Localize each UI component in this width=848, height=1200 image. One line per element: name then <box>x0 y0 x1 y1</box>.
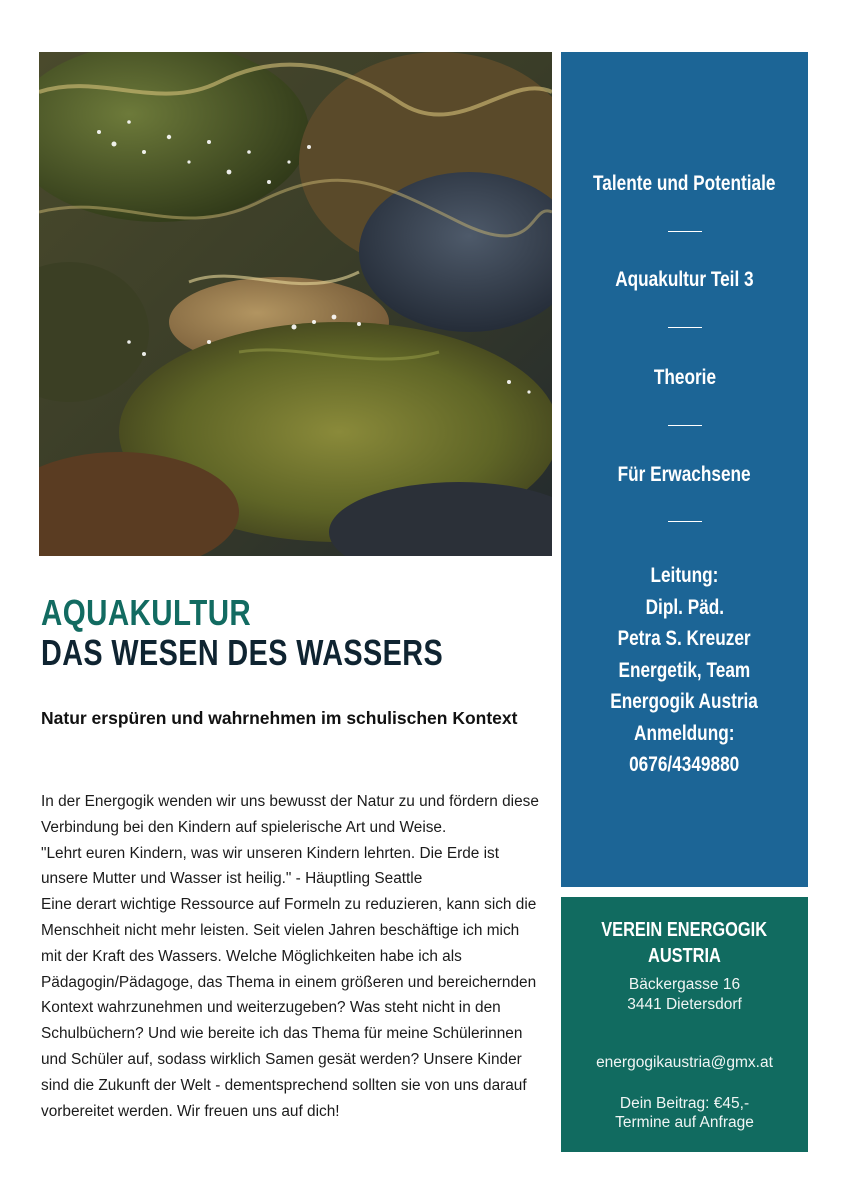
leitung-name: Petra S. Kreuzer <box>617 627 752 650</box>
main-paragraph: Eine derart wichtige Ressource auf Formeln zu reduzieren, kann sich die Menschheit nicht mehr leisten. Seit vielen Jahren beschäftige ich mich mit der Kraft des Wassers. Welche Möglichkeiten habe ich als Pädagogin/Pädagoge, das Thema in einem größeren und bereichernden Kontext wahrzunehmen und weiterzugeben? Was steht nicht in den Schulbüchern? Und wie bereite ich das Thema für meine Schülerinnen und Schüler auf, sodass wirklich Samen gesät werden? Unsere Kinder sind die Zukunft der Welt - dementsprechend sollten sie von uns darauf vorbereitet werden. Wir freuen uns auf dich! <box>41 896 537 1120</box>
separator <box>668 327 702 328</box>
dates-text: Termine auf Anfrage <box>615 1114 754 1131</box>
fee-text: Dein Beitrag: €45,- <box>619 1095 750 1112</box>
info-item-aquakultur-teil: Aquakultur Teil 3 <box>615 268 754 291</box>
separator <box>668 425 702 426</box>
title-aquakultur: AQUAKULTUR <box>41 592 252 633</box>
info-item-talente: Talente und Potentiale <box>593 172 776 195</box>
info-item-theorie: Theorie <box>653 366 716 389</box>
phone-number[interactable]: 0676/4349880 <box>629 753 740 776</box>
intro-paragraph: In der Energogik wenden wir uns bewusst der Natur zu und fördern diese Verbindung bei den Kindern auf spielerische Art und Weise. <box>41 793 539 836</box>
subtitle: Natur erspüren und wahrnehmen im schulischen Kontext <box>41 708 518 728</box>
leitung-block <box>561 560 808 781</box>
leitung-label: Leitung: <box>650 564 719 587</box>
body-text <box>41 789 541 1124</box>
info-item-erwachsene: Für Erwachsene <box>617 463 752 486</box>
leitung-role: Energetik, Team <box>618 658 751 682</box>
separator <box>668 521 702 522</box>
city-address: 3441 Dietersdorf <box>627 996 742 1013</box>
water-stones-photo <box>39 52 552 556</box>
street-address: Bäckergasse 16 <box>628 976 741 993</box>
email-link[interactable]: energogikaustria@gmx.at <box>596 1054 773 1071</box>
quote-paragraph: "Lehrt euren Kindern, was wir unseren Kindern lehrten. Die Erde ist unsere Mutter und Wasser ist heilig." - Häuptling Seattle <box>41 844 500 888</box>
contact-panel <box>561 897 808 1152</box>
water-stones-illustration <box>39 52 552 556</box>
anmeldung-label: Anmeldung: <box>634 721 735 745</box>
separator <box>668 231 702 232</box>
leitung-title: Dipl. Päd. <box>645 595 724 619</box>
leitung-org: Energogik Austria <box>610 690 759 713</box>
course-info-panel <box>561 52 808 887</box>
org-name: VEREIN ENERGOGIK AUSTRIA <box>601 919 768 967</box>
title-wesen-des-wassers: DAS WESEN DES WASSERS <box>41 632 444 673</box>
